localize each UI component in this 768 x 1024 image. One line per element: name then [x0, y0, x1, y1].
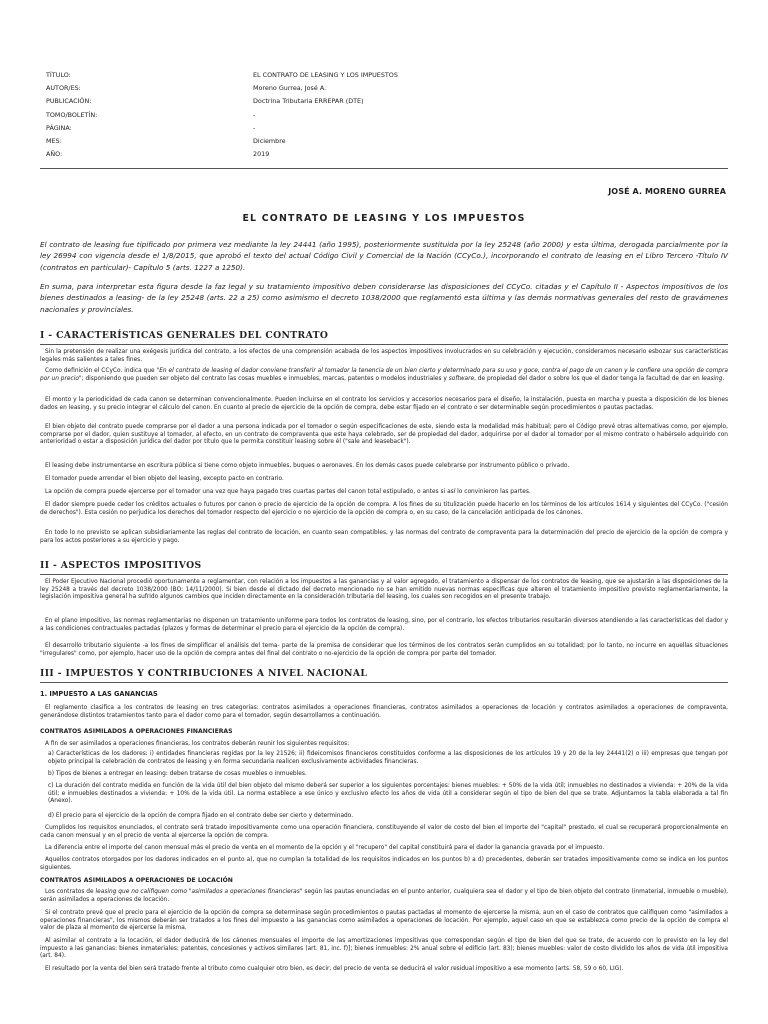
- subsection-heading: CONTRATOS ASIMILADOS A OPERACIONES DE LOCACIÓN: [40, 877, 233, 884]
- meta-value: Doctrina Tributaria ERREPAR (DTE): [253, 97, 364, 106]
- body-paragraph: En todo lo no previsto se aplican subsidiariamente las reglas del contrato de locación, en cuanto sean compatibles, y las normas del contrato de compraventa para la determinación del precio de ejercicio de la opción de compra y para los actos posteriores a su ejercicio y pago.: [40, 530, 728, 544]
- body-paragraph: Los contratos de leasing que no califiquen como "asimilados a operaciones financieras" según las pautas enunciadas en el punto anterior, cualquiera sea el dador y el tipo de bien objeto del contrato (inmaterial, inmueble o mueble), serán asimilados a operaciones de locación.: [40, 889, 729, 903]
- list-item: d) El precio para el ejercicio de la opción de compra fijado en el contrato debe ser cierto y determinado.: [48, 813, 354, 819]
- meta-value: -: [253, 110, 256, 119]
- section-heading: II - ASPECTOS IMPOSITIVOS: [40, 560, 728, 575]
- body-paragraph: El resultado por la venta del bien será tratado frente al tributo como cualquier otro bien, es decir, del precio de venta se deducirá el valor residual impositivo a ese momento (arts. 58, 59 o 60, LIG).: [45, 966, 624, 972]
- meta-value: Moreno Gurrea, José A.: [253, 84, 327, 93]
- header-divider: [40, 168, 728, 169]
- meta-label: MES:: [46, 136, 62, 145]
- subsection-heading: CONTRATOS ASIMILADOS A OPERACIONES FINANCIERAS: [40, 728, 233, 735]
- subsection-heading: 1. IMPUESTO A LAS GANANCIAS: [40, 690, 158, 698]
- body-paragraph: A fin de ser asimilados a operaciones financieras, los contratos deberán reunir los siguientes requisitos:: [45, 741, 350, 747]
- body-paragraph: El leasing debe instrumentarse en escritura pública si tiene como objeto inmuebles, buques o aeronaves. En los demás casos puede celebrarse por instrumento público o privado.: [45, 463, 570, 469]
- meta-label: AUTOR/ES:: [46, 84, 81, 93]
- meta-label: PÁGINA:: [46, 123, 72, 132]
- meta-label: AÑO:: [46, 150, 63, 159]
- meta-row-tomo: [46, 109, 736, 122]
- meta-value: Diciembre: [253, 136, 286, 145]
- metadata-table: [46, 69, 736, 161]
- intro-paragraph: El contrato de leasing fue tipificado por primera vez mediante la ley 24441 (año 1995), posteriormente sustituida por la ley 25248 (año 2000) y esta última, derogada parcialmente por la ley 26994 con vigencia desde el 1/8/2015, que aprobó el texto del actual Código Civil y Comercial de la Nación (CCyCo.), incorporando el contrato de leasing en el Libro Tercero -Título IV (contratos en particular)- Capítulo 5 (arts. 1227 a 1250).: [40, 240, 728, 272]
- body-paragraph: Como definición el CCyCo. indica que "En el contrato de leasing el dador conviene transferir al tomador la tenencia de un bien cierto y determinado para su uso y goce, contra el pago de un canon y le confiere una opción de compra por un precio"; disponiendo que pueden ser objeto del contrato las cosas muebles e inmuebles, marcas, patentes o modelos industriales y software, de propiedad del dador o sobre los que el dador tenga la facultad de dar en leasing.: [40, 368, 728, 382]
- body-paragraph: En el plano impositivo, las normas reglamentarias no disponen un tratamiento uniforme para todos los contratos de leasing, sino, por el contrario, los efectos tributarios resultarán diversos atendiendo a las características del dador y a las condiciones contractuales pactadas (plazos y formas de determinar el precio para el ejercicio de la opción de compra).: [40, 618, 728, 632]
- intro-paragraph: En suma, para interpretar esta figura desde la faz legal y su tratamiento impositivo deben considerarse las disposiciones del CCyCo. citadas y el Capítulo II - Aspectos impositivos de los bienes destinados a leasing- de la ley 25248 (arts. 22 a 25) como asimismo el decreto 1038/2000 que reglamentó esta última y las demás normativas generales del resto de gravámenes nacionales y provinciales.: [40, 282, 728, 314]
- meta-row-publicacion: [46, 95, 736, 108]
- meta-label: TOMO/BOLETÍN:: [46, 110, 98, 119]
- body-paragraph: El monto y la periodicidad de cada canon se determinan convencionalmente. Pueden incluirse en el contrato los servicios y accesorios necesarios para el diseño, la instalación, puesta en marcha y puesta a disposición de los bienes dados en leasing, y su precio integrar el cálculo del canon. En cuanto al precio de ejercicio de la opción de compra, debe estar fijado en el contrato o ser determinable según procedimientos o pautas pactadas.: [40, 397, 728, 411]
- meta-row-pagina: [46, 122, 736, 135]
- body-paragraph: El bien objeto del contrato puede comprarse por el dador a una persona indicada por el tomador o según especificaciones de este, siendo esta la modalidad más habitual; pero el Código prevé otras alternativas como, por ejemplo, comprarse por el dador, quien sustituye al tomador, al efecto, en un contrato de compraventa que este haya celebrado, ser de propiedad del dador, adquirirse por el dador al tomador por el mismo contrato o habérselo adquirido con anterioridad o estar a disposición jurídica del dador por título que le permita constituir leasing sobre él ("sale and leaseback").: [40, 424, 728, 446]
- body-paragraph: La opción de compra puede ejercerse por el tomador una vez que haya pagado tres cuartas partes del canon total estipulado, o antes si así lo convinieron las partes.: [45, 489, 531, 495]
- section-heading: III - IMPUESTOS Y CONTRIBUCIONES A NIVEL NACIONAL: [40, 668, 728, 683]
- meta-label: TÍTULO:: [46, 71, 71, 79]
- body-paragraph: Sin la pretensión de realizar una exégesis jurídica del contrato, a los efectos de una comprensión acabada de los aspectos impositivos involucrados en su celebración y ejecución, consideramos necesario esbozar sus características legales más salientes a tales fines.: [40, 349, 728, 363]
- meta-value: EL CONTRATO DE LEASING Y LOS IMPUESTOS: [253, 71, 398, 79]
- meta-row-titulo: [46, 69, 736, 82]
- body-paragraph: Si el contrato prevé que el precio para el ejercicio de la opción de compra se determinase según procedimientos o pautas pactadas al momento de ejercerse la misma, aun en el caso de contratos que califiquen como "asimilados a operaciones financieras", los mismos deberán ser tratados a los fines del impuesto a las ganancias como asimilados a operaciones de locación. Por ejemplo, aquel caso en que se establezca como precio de la opción de compra el valor de plaza al momento de ejercerse la misma.: [40, 910, 728, 932]
- body-paragraph: El desarrollo tributario siguiente -a los fines de simplificar el análisis del tema- parte de la premisa de considerar que los términos de los contratos serán cumplidos en su totalidad; por lo tanto, no incurre en aquellas situaciones "irregulares" como, por ejemplo, hacer uso de la opción de compra antes del final del contrato o no-ejercicio de la opción de compra por parte del tomador.: [40, 643, 728, 657]
- document-title: EL CONTRATO DE LEASING Y LOS IMPUESTOS: [242, 213, 526, 224]
- meta-row-mes: [46, 135, 736, 148]
- section-heading: I - CARACTERÍSTICAS GENERALES DEL CONTRATO: [40, 330, 728, 345]
- body-paragraph: Al asimilar el contrato a la locación, el dador deducirá de los cánones mensuales el importe de las amortizaciones impositivas que correspondan según el tipo de bien del que se trate, de acuerdo con lo previsto en la ley del impuesto a las ganancias: bienes inmateriales: patentes, concesiones y activos similares (art. 81, inc. f)]; bienes inmuebles: 2% anual sobre el edificio (art. 83); bienes muebles: valor de costo dividido los años de vida útil impositiva (art. 84).: [40, 938, 728, 960]
- body-paragraph: El dador siempre puede ceder los créditos actuales o futuros por canon o precio de ejercicio de la opción de compra. A los fines de su titulización puede hacerlo en los términos de los artículos 1614 y siguientes del CCyCo. ("cesión de derechos"). Esta cesión no perjudica los derechos del tomador respecto del ejercicio o no ejercicio de la opción de compra o, en su caso, de la cancelación anticipada de los cánones.: [40, 502, 728, 516]
- meta-row-autor: [46, 82, 736, 95]
- body-paragraph: El Poder Ejecutivo Nacional procedió oportunamente a reglamentar, con relación a los impuestos a las ganancias y al valor agregado, el tratamiento a dispensar de los contratos de leasing, que se ajustarán a las disposiciones de la ley 25248 a través del decreto 1038/2000 (BO: 14/11/2000). Si bien desde el dictado del decreto mencionado no se han emitido nuevas normas específicas que alteren el tratamiento impositivo previsto reglamentariamente, la legislación impositiva general ha sufrido algunos cambios que inciden directamente en la consideración tributaria del leasing, los cuales son recogidos en el presente trabajo.: [40, 579, 728, 601]
- meta-value: -: [253, 123, 256, 132]
- body-paragraph: Aquellos contratos otorgados por los dadores indicados en el punto a), que no cumplan la totalidad de los requisitos indicados en los puntos b) a d) precedentes, deberán ser tratados impositivamente como se indica en los puntos siguientes.: [40, 857, 728, 871]
- list-item: a) Características de los dadores: i) entidades financieras regidas por la ley 21526; ii) fideicomisos financieros constituidos conforme a las disposiciones de los artículos 19 y 20 de la ley 24441(2) o iii) empresas que tengan por objeto principal la celebración de contratos de leasing y en forma secundaria realicen exclusivamente actividades financieras.: [48, 751, 728, 765]
- meta-label: PUBLICACIÓN:: [46, 97, 92, 106]
- body-paragraph: La diferencia entre el importe del canon mensual más el precio de venta en el momento de la opción y el "recupero" del capital constituirá para el dador la ganancia gravada por el impuesto.: [45, 845, 605, 851]
- list-item: b) Tipos de bienes a entregar en leasing: deben tratarse de cosas muebles o inmuebles.: [48, 771, 307, 777]
- body-paragraph: El reglamento clasifica a los contratos de leasing en tres categorías: contratos asimilados a operaciones financieras, contratos asimilados a operaciones de locación y contratos asimilados a operaciones de compraventa, generándose distintos tratamientos tanto para el dador como para el tomador, según desarrollamos a continuación.: [40, 705, 728, 719]
- body-paragraph: Cumplidos los requisitos enunciados, el contrato será tratado impositivamente como una operación financiera, constituyendo el valor de costo del bien el importe del "capital" prestado, el cual se recuperará proporcionalmente en cada canon mensual y en el precio de venta al ejercerse la opción de compra.: [40, 825, 728, 839]
- author-name: JOSÉ A. MORENO GURREA: [608, 187, 726, 196]
- body-paragraph: El tomador puede arrendar el bien objeto del leasing, excepto pacto en contrario.: [45, 476, 284, 482]
- meta-row-anio: [46, 148, 736, 161]
- list-item: c) La duración del contrato medida en función de la vida útil del bien objeto del mismo deberá ser superior a los siguientes porcentajes: bienes muebles: + 50% de la vida útil; inmuebles no destinados a vivienda: + 20% de la vida útil; e inmuebles destinados a vivienda: + 10% de la vida útil. La norma establece a ese único y exclusivo efecto los años de vida útil a considerar según el tipo de bien del que se trate. Adjuntamos la tabla elaborada a tal fin (Anexo).: [48, 783, 728, 805]
- meta-value: 2019: [253, 150, 270, 159]
